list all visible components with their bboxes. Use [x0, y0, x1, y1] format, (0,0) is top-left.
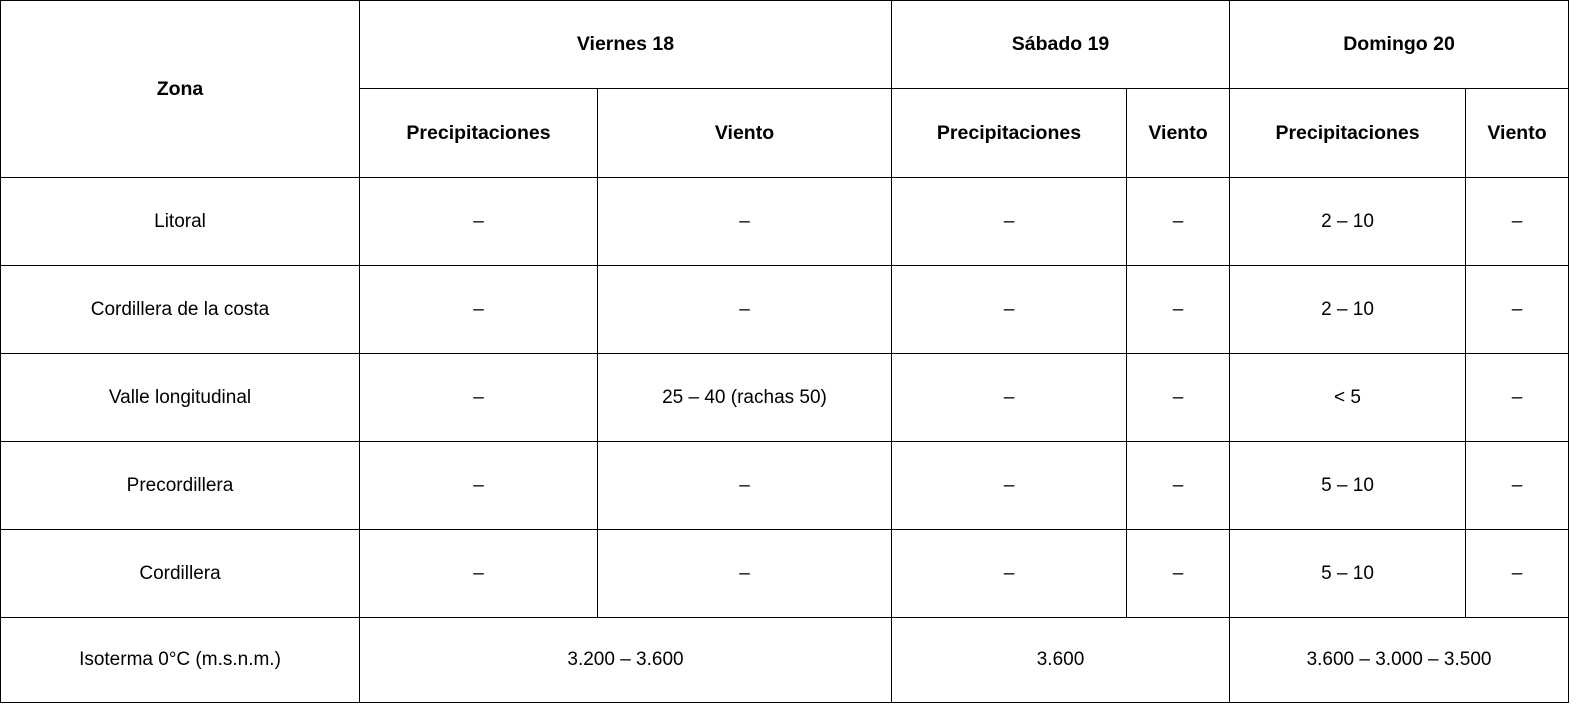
table-body	[1, 178, 1569, 703]
cell-day-2-viento: –	[1127, 178, 1230, 266]
table-header-row-days	[1, 1, 1569, 89]
cell-day-1-viento: –	[598, 178, 892, 266]
isotherm-row	[1, 618, 1569, 703]
cell-day-1-viento: 25 – 40 (rachas 50)	[598, 354, 892, 442]
cell-day-1-precipitaciones: –	[360, 266, 598, 354]
column-header-day-2: Sábado 19	[892, 1, 1230, 89]
cell-day-2-viento: –	[1127, 442, 1230, 530]
table-row	[1, 354, 1569, 442]
cell-day-3-viento: –	[1466, 530, 1569, 618]
isotherm-label: Isoterma 0°C (m.s.n.m.)	[1, 618, 360, 703]
row-zone-label: Litoral	[1, 178, 360, 266]
column-header-day-3-viento: Viento	[1466, 89, 1569, 178]
cell-day-3-precipitaciones: 2 – 10	[1230, 178, 1466, 266]
column-header-zona: Zona	[1, 1, 360, 178]
table-row	[1, 442, 1569, 530]
table-row	[1, 266, 1569, 354]
column-header-day-3-precipitaciones: Precipitaciones	[1230, 89, 1466, 178]
table-row	[1, 530, 1569, 618]
cell-day-3-precipitaciones: 5 – 10	[1230, 442, 1466, 530]
cell-day-2-precipitaciones: –	[892, 442, 1127, 530]
cell-day-3-precipitaciones: 5 – 10	[1230, 530, 1466, 618]
column-header-day-2-precipitaciones: Precipitaciones	[892, 89, 1127, 178]
cell-day-1-viento: –	[598, 530, 892, 618]
isotherm-day-2: 3.600	[892, 618, 1230, 703]
column-header-day-1-precipitaciones: Precipitaciones	[360, 89, 598, 178]
column-header-day-1: Viernes 18	[360, 1, 892, 89]
cell-day-2-viento: –	[1127, 266, 1230, 354]
row-zone-label: Precordillera	[1, 442, 360, 530]
cell-day-2-precipitaciones: –	[892, 530, 1127, 618]
cell-day-1-viento: –	[598, 442, 892, 530]
row-zone-label: Cordillera	[1, 530, 360, 618]
isotherm-day-3: 3.600 – 3.000 – 3.500	[1230, 618, 1569, 703]
cell-day-3-viento: –	[1466, 442, 1569, 530]
cell-day-2-precipitaciones: –	[892, 178, 1127, 266]
cell-day-1-precipitaciones: –	[360, 354, 598, 442]
cell-day-3-viento: –	[1466, 354, 1569, 442]
cell-day-3-precipitaciones: < 5	[1230, 354, 1466, 442]
row-zone-label: Valle longitudinal	[1, 354, 360, 442]
cell-day-2-precipitaciones: –	[892, 354, 1127, 442]
column-header-day-3: Domingo 20	[1230, 1, 1569, 89]
cell-day-3-viento: –	[1466, 266, 1569, 354]
cell-day-3-viento: –	[1466, 178, 1569, 266]
row-zone-label: Cordillera de la costa	[1, 266, 360, 354]
cell-day-3-precipitaciones: 2 – 10	[1230, 266, 1466, 354]
cell-day-2-viento: –	[1127, 530, 1230, 618]
table-row	[1, 178, 1569, 266]
cell-day-1-precipitaciones: –	[360, 178, 598, 266]
cell-day-2-precipitaciones: –	[892, 266, 1127, 354]
column-header-day-1-viento: Viento	[598, 89, 892, 178]
cell-day-2-viento: –	[1127, 354, 1230, 442]
table-header	[1, 1, 1569, 178]
column-header-day-2-viento: Viento	[1127, 89, 1230, 178]
cell-day-1-precipitaciones: –	[360, 530, 598, 618]
cell-day-1-viento: –	[598, 266, 892, 354]
isotherm-day-1: 3.200 – 3.600	[360, 618, 892, 703]
cell-day-1-precipitaciones: –	[360, 442, 598, 530]
